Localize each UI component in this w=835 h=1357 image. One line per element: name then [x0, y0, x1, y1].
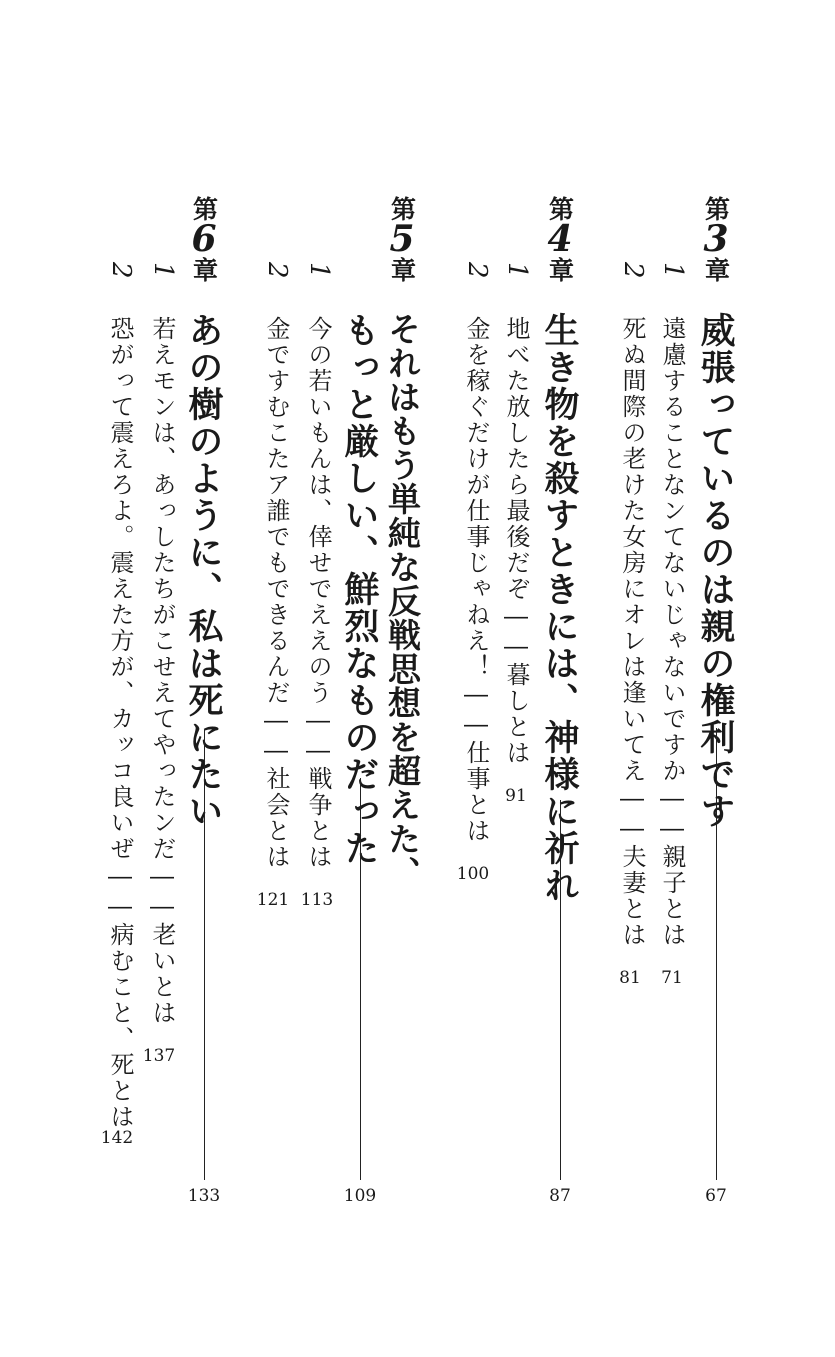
chapter-5-leader	[360, 778, 361, 1180]
chapter-5-title-line2: もっと厳しい、鮮烈なものだった	[339, 312, 380, 867]
chapter-4-leader	[560, 800, 561, 1180]
chapter-3-section-1-page: 71	[661, 968, 683, 988]
chapter-6-section-2-num: 2	[106, 262, 136, 279]
chapter-4-section-2-title: 金を稼ぐだけが仕事じゃねえ！――仕事とは	[462, 316, 490, 844]
chapter-6-section-2-title: 恐がって震えろよ。震えた方が、カッコ良いぜ――病むこと、死とは	[106, 316, 134, 1130]
chapter-3-section-1-title: 遠慮することなンてないじゃないですか――親子とは	[658, 316, 686, 948]
chapter-6-section-2-page: 142	[100, 1128, 134, 1148]
chapter-number: 6	[191, 218, 217, 260]
chapter-6-section-1-page: 137	[142, 1046, 176, 1066]
chapter-number: 4	[547, 218, 573, 260]
chapter-6-section-1-title: 若えモンは、あっしたちがこせえてやったンだ――老いとは	[148, 316, 176, 1026]
chapter-3-page: 67	[705, 1186, 727, 1206]
chapter-4-section-1-title: 地べた放したら最後だぞ――暮しとは	[502, 316, 530, 766]
chapter-4-section-2-page: 100	[456, 864, 490, 884]
chapter-3-title: 威張っているのは親の権利です	[695, 312, 736, 830]
chapter-6-label	[184, 196, 224, 282]
chapter-number: 5	[389, 218, 415, 260]
chapter-label-bottom: 章	[189, 257, 219, 282]
chapter-label-bottom: 章	[545, 257, 575, 282]
chapter-4-title: 生き物を殺すときには、神様に祈れ	[539, 312, 580, 904]
chapter-5-section-2-title: 金ですむこたア誰でもできるんだ――社会とは	[262, 316, 290, 870]
chapter-4-page: 87	[549, 1186, 571, 1206]
chapter-4-label	[540, 196, 580, 282]
chapter-label-bottom: 章	[387, 257, 417, 282]
chapter-5-label	[382, 196, 422, 282]
chapter-label-top: 第	[387, 196, 417, 221]
chapter-5-section-1-page: 113	[300, 890, 334, 910]
chapter-3-leader	[716, 728, 717, 1180]
chapter-3-section-2-num: 2	[618, 262, 648, 279]
chapter-label-top: 第	[701, 196, 731, 221]
chapter-4-section-1-page: 91	[505, 786, 527, 806]
chapter-5-section-2-page: 121	[256, 890, 290, 910]
chapter-3-section-2-title: 死ぬ間際の老けた女房にオレは逢いてえ――夫妻とは	[618, 316, 646, 948]
chapter-number: 3	[703, 218, 729, 260]
chapter-4-section-2-num: 2	[462, 262, 492, 279]
chapter-5-section-2-num: 2	[262, 262, 292, 279]
chapter-label-top: 第	[545, 196, 575, 221]
chapter-6-title: あの樹のように、私は死にたい	[183, 312, 224, 830]
chapter-label-top: 第	[189, 196, 219, 221]
chapter-5-section-1-title: 今の若いもんは、倖せでええのう――戦争とは	[304, 316, 332, 870]
chapter-6-section-1-num: 1	[148, 262, 178, 279]
chapter-6-leader	[204, 730, 205, 1180]
chapter-5-page: 109	[343, 1186, 377, 1206]
chapter-3-section-2-page: 81	[619, 968, 641, 988]
chapter-3-section-1-num: 1	[658, 262, 688, 279]
chapter-4-section-1-num: 1	[502, 262, 532, 279]
chapter-6-page: 133	[187, 1186, 221, 1206]
chapter-5-section-1-num: 1	[304, 262, 334, 279]
chapter-3-label	[696, 196, 736, 282]
chapter-5-title-line1: それはもう単純な反戦思想を超えた、	[383, 312, 422, 890]
chapter-label-bottom: 章	[701, 257, 731, 282]
